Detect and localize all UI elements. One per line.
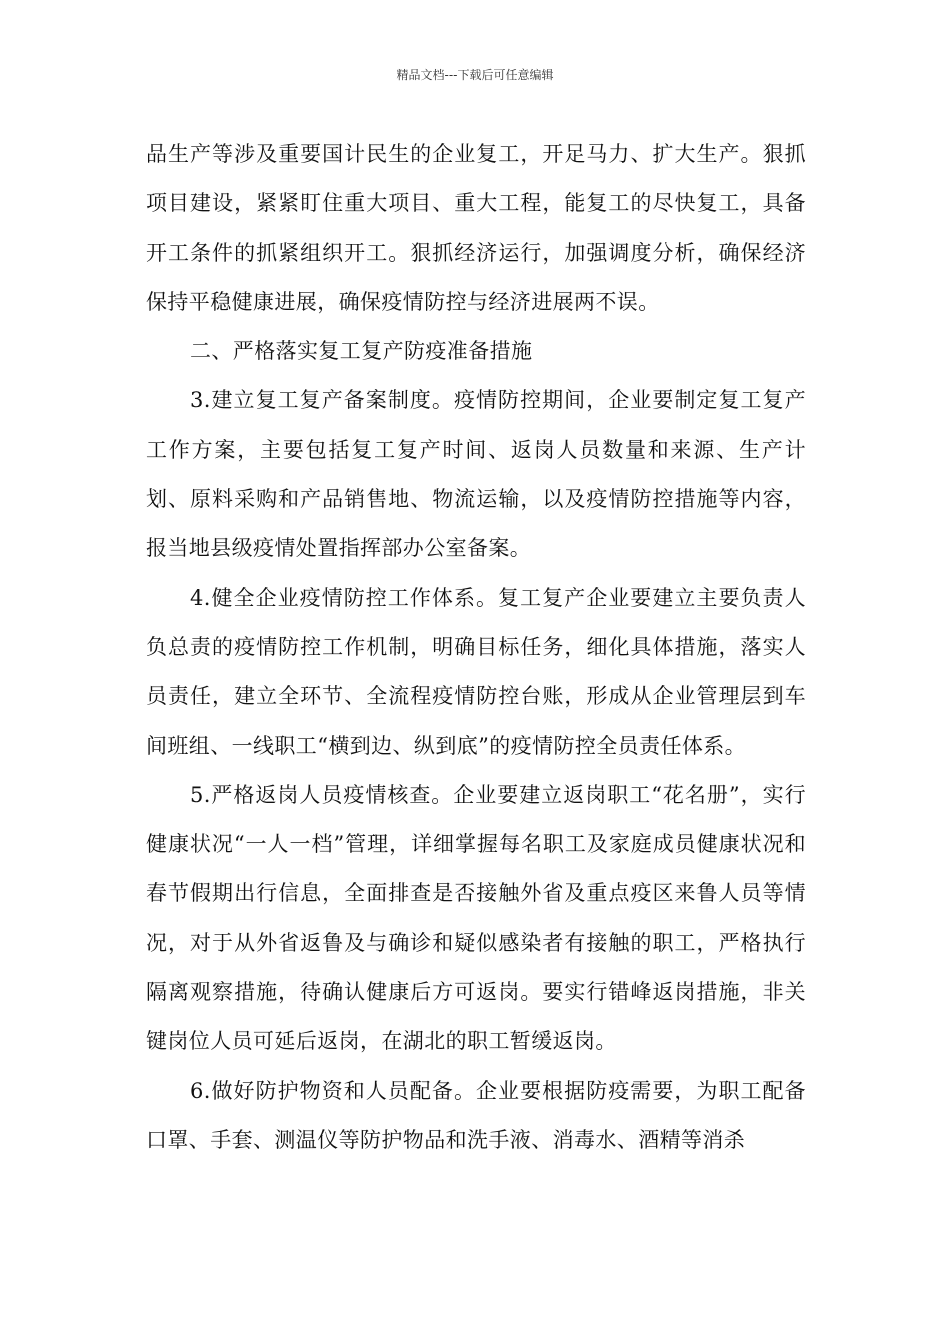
section-heading: 二、严格落实复工复产防疫准备措施: [190, 339, 533, 364]
paragraph-item-5: 5.严格返岗人员疫情核查。企业要建立返岗职工“花名册”，实行健康状况“一人一档”管理，详细掌握每名职工及家庭成员健康状况和春节假期出行信息，全面排查是否接触外省及重点疫区来鲁人员等情况，对于从外省返鲁及与确诊和疑似感染者有接触的职工，严格执行隔离观察措施，待确认健康后方可返岗。要实行错峰返岗措施，非关键岗位人员可延后返岗，在湖北的职工暂缓返岗。: [146, 782, 806, 1054]
paragraph-continuation: 品生产等涉及重要国计民生的企业复工，开足马力、扩大生产。狠抓项目建设，紧紧盯住重大项目、重大工程，能复工的尽快复工，具备开工条件的抓紧组织开工。狠抓经济运行，加强调度分析，确保经济保持平稳健康进展，确保疫情防控与经济进展两不误。: [146, 142, 806, 314]
document-body: [146, 130, 806, 1165]
page-header: 精品文档---下载后可任意编辑: [396, 68, 554, 82]
paragraph-item-6: 6.做好防护物资和人员配备。企业要根据防疫需要，为职工配备口罩、手套、测温仪等防护物品和洗手液、消毒水、酒精等消杀: [146, 1078, 806, 1152]
paragraph-item-4: 4.健全企业疫情防控工作体系。复工复产企业要建立主要负责人负总责的疫情防控工作机制，明确目标任务，细化具体措施，落实人员责任，建立全环节、全流程疫情防控台账，形成从企业管理层到车间班组、一线职工“横到边、纵到底”的疫情防控全员责任体系。: [146, 585, 806, 758]
paragraph-item-3: 3.建立复工复产备案制度。疫情防控期间，企业要制定复工复产工作方案，主要包括复工复产时间、返岗人员数量和来源、生产计划、原料采购和产品销售地、物流运输，以及疫情防控措施等内容，报当地县级疫情处置指挥部办公室备案。: [146, 388, 806, 561]
